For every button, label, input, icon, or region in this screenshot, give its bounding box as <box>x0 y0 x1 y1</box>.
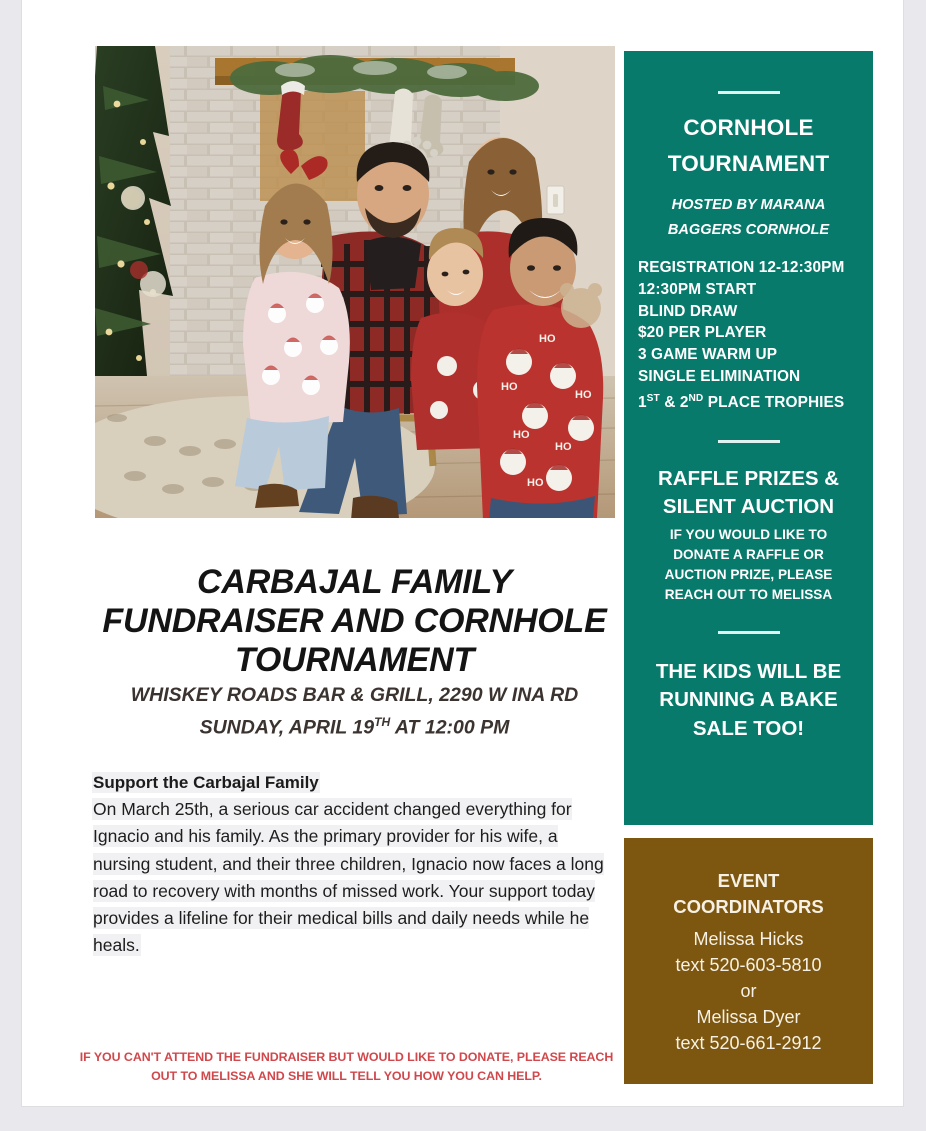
detail-trophies <box>638 388 873 414</box>
page-title <box>82 563 627 680</box>
coordinator-1-phone[interactable]: text 520-603-5810 <box>675 955 822 975</box>
date-line-pre: SUNDAY, APRIL 19 <box>199 716 375 739</box>
raffle-heading-line-2: SILENT AUCTION <box>662 494 835 518</box>
cornhole-heading <box>624 110 873 182</box>
date-line <box>82 710 627 740</box>
carbajal-family-christmas-photo <box>95 46 615 518</box>
donate-note: IF YOU CAN'T ATTEND THE FUNDRAISER BUT WOULD LIKE TO DONATE, PLEASE REACH OUT TO MELISSA AND SHE WILL TELL YOU HOW YOU CAN HELP. <box>79 1050 614 1083</box>
detail-entry-fee: $20 PER PLAYER <box>638 324 767 342</box>
coordinator-2-phone[interactable]: text 520-661-2912 <box>675 1033 822 1053</box>
raffle-instructions-line-3: AUCTION PRIZE, PLEASE <box>664 566 833 582</box>
svg-text:HO: HO <box>513 429 530 441</box>
trophies-second: & 2 <box>659 393 689 411</box>
hosted-by-line-1: HOSTED BY MARANA <box>671 197 826 213</box>
event-title-block <box>82 563 627 740</box>
support-story-lead: Support the Carbajal Family <box>93 773 319 792</box>
detail-start-time: 12:30PM START <box>638 280 757 298</box>
tournament-details-list <box>624 257 873 414</box>
divider-top <box>718 91 780 94</box>
support-story <box>93 769 609 959</box>
svg-text:HO: HO <box>575 389 592 401</box>
bake-sale-line-2: RUNNING A BAKE <box>659 688 838 712</box>
raffle-heading-line-1: RAFFLE PRIZES & <box>657 466 840 490</box>
bake-sale-line-3: SALE TOO! <box>692 716 805 740</box>
svg-text:HO: HO <box>501 381 518 393</box>
raffle-instructions <box>624 525 873 605</box>
title-line-1: CARBAJAL FAMILY <box>197 563 512 601</box>
hosted-by <box>624 193 873 243</box>
coordinators-heading-line-2: COORDINATORS <box>673 896 824 917</box>
support-story-text: On March 25th, a serious car accident changed everything for Ignacio and his family. As the primary provider for his wife, a nursing student, and their three children, Ignacio now faces a long road to recovery with months of missed work. Your support today provides a lifeline for their medical bills and daily needs while he heals. <box>93 799 604 956</box>
cornhole-heading-line-2: TOURNAMENT <box>667 151 830 176</box>
date-ordinal-suffix: TH <box>374 715 391 729</box>
raffle-heading <box>624 465 873 521</box>
svg-text:HO: HO <box>539 333 556 345</box>
detail-blind-draw: BLIND DRAW <box>638 302 738 320</box>
venue-line: WHISKEY ROADS BAR & GRILL, 2290 W INA RD <box>130 684 579 706</box>
document-page <box>22 0 903 1106</box>
bake-sale-line-1: THE KIDS WILL BE <box>655 659 842 683</box>
support-story-paragraph <box>93 769 609 959</box>
coordinator-1-name: Melissa Hicks <box>693 929 804 949</box>
trophies-second-suffix: ND <box>688 392 704 404</box>
trophies-first-suffix: ST <box>646 392 660 404</box>
raffle-instructions-line-2: DONATE A RAFFLE OR <box>673 546 824 562</box>
date-line-post: AT 12:00 PM <box>390 716 510 739</box>
title-line-2: FUNDRAISER AND CORNHOLE <box>102 602 607 640</box>
trophies-first: 1 <box>638 393 647 411</box>
coordinator-separator: or <box>740 981 757 1001</box>
cornhole-heading-line-1: CORNHOLE <box>683 115 814 140</box>
hosted-by-line-2: BAGGERS CORNHOLE <box>667 222 830 238</box>
coordinators-heading <box>624 868 873 920</box>
detail-elimination: SINGLE ELIMINATION <box>638 367 801 385</box>
divider-bottom <box>718 631 780 634</box>
cornhole-tournament-panel <box>624 51 873 825</box>
raffle-instructions-line-4: REACH OUT TO MELISSA <box>664 586 833 602</box>
svg-text:HO: HO <box>555 441 572 453</box>
detail-registration: REGISTRATION 12-12:30PM <box>638 259 845 276</box>
svg-text:HO: HO <box>527 477 544 489</box>
bake-sale-note <box>624 658 873 744</box>
coordinators-contacts <box>624 926 873 1056</box>
raffle-instructions-line-1: IF YOU WOULD LIKE TO <box>669 526 828 542</box>
trophies-label: PLACE TROPHIES <box>703 393 845 411</box>
coordinators-heading-line-1: EVENT <box>717 870 780 891</box>
coordinator-2-name: Melissa Dyer <box>696 1007 801 1027</box>
divider-middle <box>718 440 780 443</box>
detail-warm-up: 3 GAME WARM UP <box>638 346 778 364</box>
title-line-3: TOURNAMENT <box>234 641 475 679</box>
event-coordinators-panel <box>624 838 873 1084</box>
